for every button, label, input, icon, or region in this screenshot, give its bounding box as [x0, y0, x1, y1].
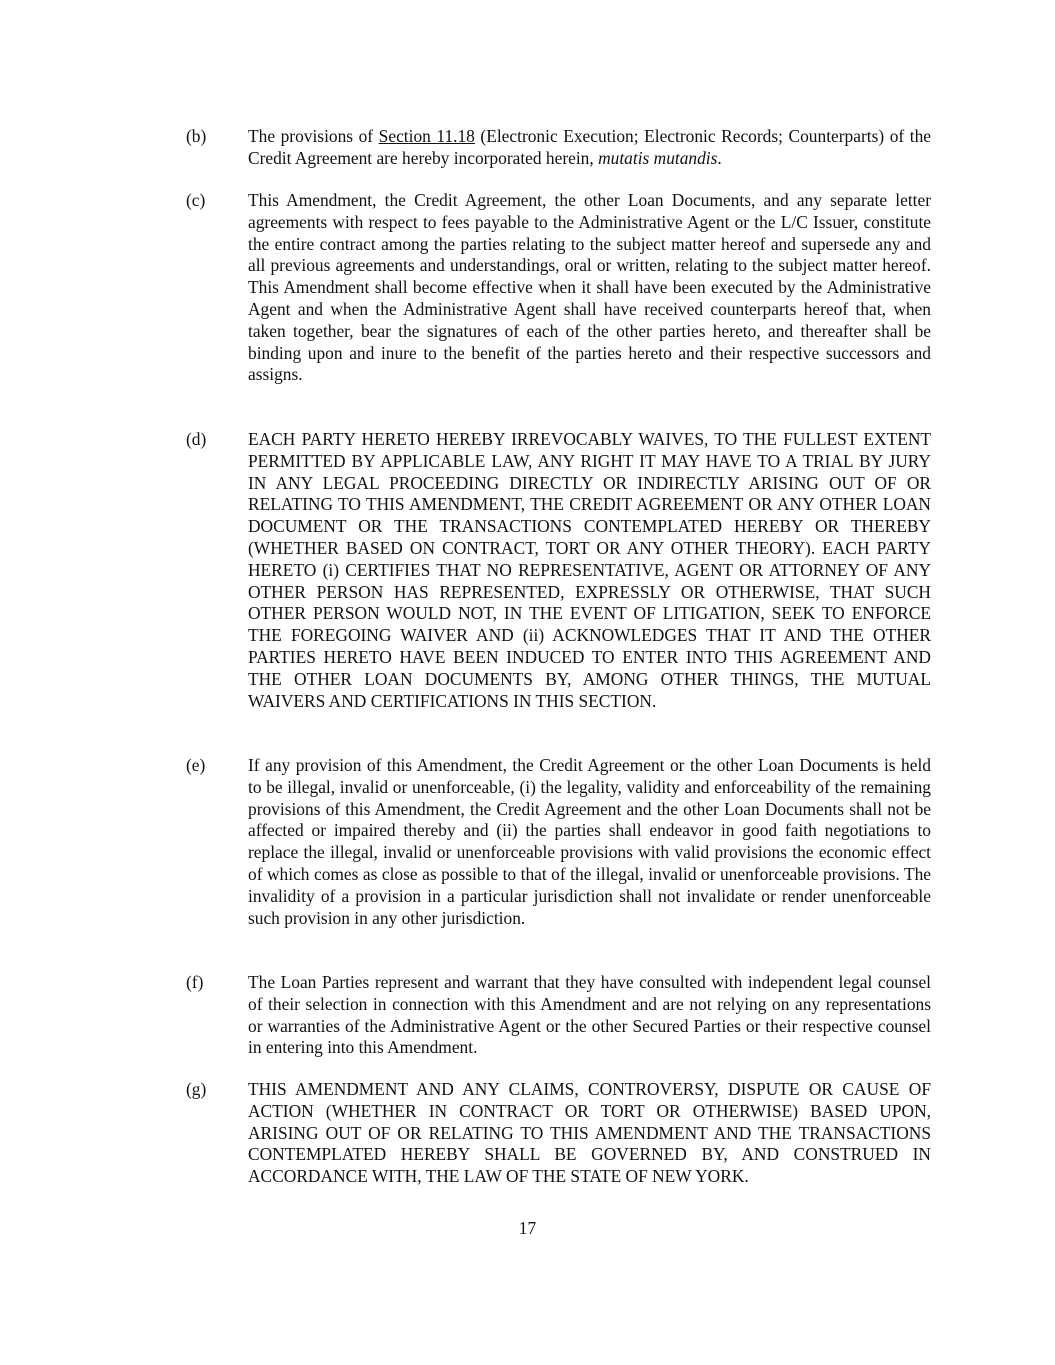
- clause-b-text-start: The provisions of: [248, 126, 379, 146]
- clause-e: [0, 755, 1055, 929]
- clause-b-text-middle: (Electronic Execution; Electronic Records; Counterparts) of the Credit Agreement are hereby incorporated herein,: [248, 126, 931, 168]
- section-reference: Section 11.18: [378, 126, 475, 146]
- clause-c-marker: (c): [186, 190, 206, 210]
- clause-g: [0, 1079, 1055, 1188]
- clause-f: [0, 972, 1055, 1059]
- clause-e-text: If any provision of this Amendment, the Credit Agreement or the other Loan Documents is held to be illegal, invalid or unenforceable, (i) the legality, validity and enforceability of the remaining provisions of this Amendment, the Credit Agreement and the other Loan Documents shall not be affected or impaired thereby and (ii) the parties shall endeavor in good faith negotiations to replace the illegal, invalid or unenforceable provisions with valid provisions the economic effect of which comes as close as possible to that of the illegal, invalid or unenforceable provisions. The invalidity of a provision in a particular jurisdiction shall not invalidate or render unenforceable such provision in any other jurisdiction.: [248, 755, 931, 928]
- clause-c: [0, 190, 1055, 386]
- clause-d: [0, 429, 1055, 712]
- clause-c-text: This Amendment, the Credit Agreement, the other Loan Documents, and any separate letter agreements with respect to fees payable to the Administrative Agent or the L/C Issuer, constitute the entire contract among the parties relating to the subject matter hereof and supersede any and all previous agreements and understandings, oral or written, relating to the subject matter hereof. This Amendment shall become effective when it shall have been executed by the Administrative Agent and when the Administrative Agent shall have received counterparts hereof that, when taken together, bear the signatures of each of the other parties hereto, and thereafter shall be binding upon and inure to the benefit of the parties hereto and their respective successors and assigns.: [248, 190, 931, 385]
- clause-d-text: EACH PARTY HERETO HEREBY IRREVOCABLY WAIVES, TO THE FULLEST EXTENT PERMITTED BY APPLICABLE LAW, ANY RIGHT IT MAY HAVE TO A TRIAL BY JURY IN ANY LEGAL PROCEEDING DIRECTLY OR INDIRECTLY ARISING OUT OF OR RELATING TO THIS AMENDMENT, THE CREDIT AGREEMENT OR ANY OTHER LOAN DOCUMENT OR THE TRANSACTIONS CONTEMPLATED HEREBY OR THEREBY (WHETHER BASED ON CONTRACT, TORT OR ANY OTHER THEORY). EACH PARTY HERETO (i) CERTIFIES THAT NO REPRESENTATIVE, AGENT OR ATTORNEY OF ANY OTHER PERSON HAS REPRESENTED, EXPRESSLY OR OTHERWISE, THAT SUCH OTHER PERSON WOULD NOT, IN THE EVENT OF LITIGATION, SEEK TO ENFORCE THE FOREGOING WAIVER AND (ii) ACKNOWLEDGES THAT IT AND THE OTHER PARTIES HERETO HAVE BEEN INDUCED TO ENTER INTO THIS AGREEMENT AND THE OTHER LOAN DOCUMENTS BY, AMONG OTHER THINGS, THE MUTUAL WAIVERS AND CERTIFICATIONS IN THIS SECTION.: [248, 429, 931, 711]
- clause-b-marker: (b): [186, 126, 207, 146]
- clause-f-marker: (f): [186, 972, 204, 992]
- clause-f-text: The Loan Parties represent and warrant that they have consulted with independent legal counsel of their selection in connection with this Amendment and are not relying on any representations or warranties of the Administrative Agent or the other Secured Parties or their respective counsel in entering into this Amendment.: [248, 972, 931, 1058]
- clause-d-marker: (d): [186, 429, 207, 449]
- clause-b-text: [248, 126, 931, 170]
- clause-b-text-end: .: [717, 147, 722, 168]
- clause-b: [0, 126, 1055, 170]
- clause-b-italic-phrase: mutatis mutandis: [598, 147, 718, 168]
- page-number: 17: [518, 1218, 537, 1238]
- clause-g-marker: (g): [186, 1079, 207, 1099]
- clause-e-marker: (e): [186, 755, 206, 775]
- clause-g-text: THIS AMENDMENT AND ANY CLAIMS, CONTROVERSY, DISPUTE OR CAUSE OF ACTION (WHETHER IN CONTRACT OR TORT OR OTHERWISE) BASED UPON, ARISING OUT OF OR RELATING TO THIS AMENDMENT AND THE TRANSACTIONS CONTEMPLATED HEREBY SHALL BE GOVERNED BY, AND CONSTRUED IN ACCORDANCE WITH, THE LAW OF THE STATE OF NEW YORK.: [248, 1079, 931, 1187]
